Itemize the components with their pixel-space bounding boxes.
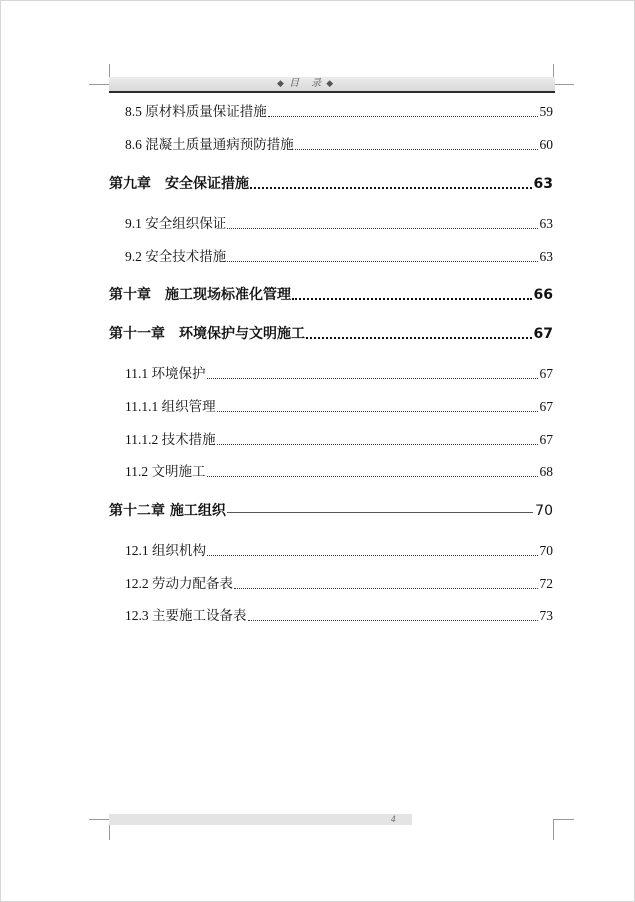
toc-entry-12-3[interactable]	[125, 607, 553, 625]
crop-mark-bottom-left	[89, 819, 110, 840]
diamond-left-icon: ◆	[277, 79, 285, 89]
crop-mark-bottom-right	[553, 819, 574, 840]
toc-entry-page: 70	[539, 543, 553, 558]
toc-entry-label: 12.3 主要施工设备表	[125, 608, 247, 623]
toc-entry-11-2[interactable]	[125, 463, 553, 481]
toc-entry-9-1[interactable]	[125, 215, 553, 233]
crop-mark-top-right	[553, 64, 574, 85]
page-number: 4	[391, 814, 396, 824]
toc-entry-label: 9.2 安全技术措施	[125, 249, 227, 264]
toc-entry-page: 63	[533, 176, 553, 192]
toc-entry-page: 67	[533, 326, 553, 342]
toc-entry-page: 72	[539, 576, 553, 591]
toc-entry-label: 8.6 混凝土质量通病预防措施	[125, 137, 294, 152]
toc-leader	[295, 149, 538, 150]
toc-entry-12-2[interactable]	[125, 575, 553, 593]
header-title: 目 录	[289, 78, 323, 89]
toc-entry-11-1[interactable]	[125, 365, 553, 383]
toc-entry-label: 12.1 组织机构	[125, 543, 206, 558]
header-title-group	[277, 77, 334, 91]
toc-entry-12-1[interactable]	[125, 542, 553, 560]
toc-entry-label: 第十二章 施工组织	[109, 503, 226, 519]
toc-entry-label: 11.1.2 技术措施	[125, 432, 216, 447]
toc-leader	[227, 512, 533, 513]
toc-entry-page: 70	[535, 503, 553, 519]
toc-leader	[217, 444, 538, 445]
toc-entry-9-2[interactable]	[125, 248, 553, 266]
toc-entry-page: 67	[539, 366, 553, 381]
toc-leader	[207, 378, 538, 379]
toc-entry-11-1-2[interactable]	[125, 431, 553, 449]
toc-leader	[292, 298, 532, 300]
toc-entry-page: 67	[539, 432, 553, 447]
toc-entry-label: 12.2 劳动力配备表	[125, 576, 233, 591]
toc-entry-page: 63	[539, 249, 553, 264]
toc-chapter-12[interactable]	[109, 502, 553, 520]
toc-leader	[207, 555, 538, 556]
toc-leader	[250, 187, 532, 189]
toc-leader	[248, 620, 538, 621]
toc-leader	[207, 476, 538, 477]
toc-entry-label: 第十一章 环境保护与文明施工	[109, 326, 305, 342]
toc-leader	[306, 337, 532, 339]
toc-entry-label: 11.1.1 组织管理	[125, 399, 216, 414]
toc-entry-label: 11.2 文明施工	[125, 464, 206, 479]
page-header	[109, 77, 555, 93]
toc-entry-page: 66	[533, 287, 553, 303]
toc-leader	[227, 261, 537, 262]
toc-entry-page: 63	[539, 216, 553, 231]
toc-chapter-9[interactable]	[109, 175, 553, 193]
toc-entry-page: 59	[539, 104, 553, 119]
toc-entry-8-6[interactable]	[125, 136, 553, 154]
toc-entry-label: 第九章 安全保证措施	[109, 176, 249, 192]
toc-entry-8-5[interactable]	[125, 103, 553, 121]
page-footer	[109, 814, 412, 825]
toc-entry-label: 11.1 环境保护	[125, 366, 206, 381]
toc-chapter-10[interactable]	[109, 286, 553, 304]
toc-entry-11-1-1[interactable]	[125, 398, 553, 416]
toc-leader	[268, 116, 538, 117]
toc-entry-page: 67	[539, 399, 553, 414]
toc-entry-page: 60	[539, 137, 553, 152]
toc-entry-label: 8.5 原材料质量保证措施	[125, 104, 267, 119]
toc-entry-page: 68	[539, 464, 553, 479]
toc-entry-page: 73	[539, 608, 553, 623]
toc-chapter-11[interactable]	[109, 325, 553, 343]
toc-leader	[234, 588, 538, 589]
toc-entry-label: 9.1 安全组织保证	[125, 216, 227, 231]
toc-leader	[217, 411, 538, 412]
toc-entry-label: 第十章 施工现场标准化管理	[109, 287, 291, 303]
toc-leader	[227, 228, 537, 229]
diamond-right-icon: ◆	[326, 79, 335, 89]
crop-mark-top-left	[89, 64, 110, 85]
